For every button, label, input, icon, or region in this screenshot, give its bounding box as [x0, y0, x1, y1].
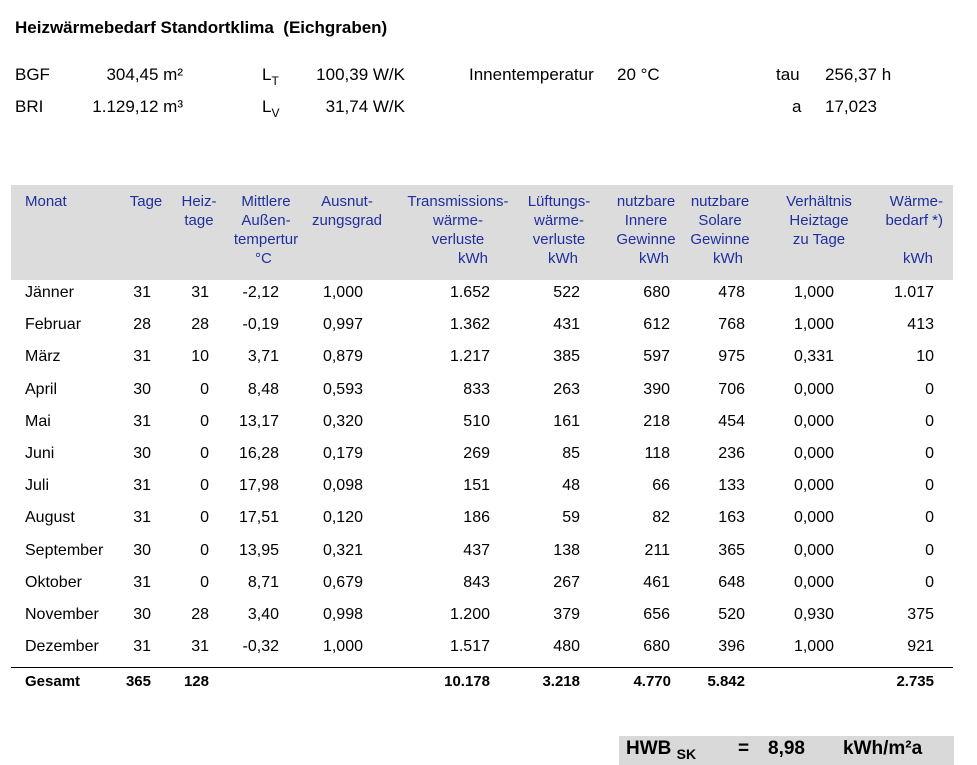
cell-heiztage: 10	[191, 348, 209, 366]
cell-solare-gewinne: 454	[718, 412, 745, 430]
cell-lueftung: 161	[553, 412, 580, 430]
cell-monat: Juli	[25, 477, 50, 495]
table-row	[11, 574, 953, 606]
cell-tage: 30	[133, 541, 151, 559]
cell-waermebedarf: 375	[907, 606, 934, 623]
total-lueftung: 3.218	[542, 673, 580, 690]
cell-aussentemperatur: 8,48	[247, 380, 279, 398]
innentemperatur-value: 20 °C	[617, 65, 660, 84]
cell-tage: 31	[133, 284, 151, 301]
total-tage: 365	[125, 673, 151, 690]
total-separator	[11, 667, 953, 668]
cell-lueftung: 263	[553, 380, 580, 398]
cell-aussentemperatur: 8,71	[247, 573, 279, 591]
cell-transmission: 1.652	[449, 284, 490, 301]
lv-label: $L_V$	[262, 97, 280, 120]
cell-waermebedarf: 0	[925, 541, 934, 559]
cell-heiztage: 0	[200, 509, 209, 527]
cell-solare-gewinne: 236	[718, 445, 745, 462]
cell-heiztage: 28	[191, 316, 209, 334]
a-value: 17,023	[825, 97, 877, 116]
cell-monat: November	[25, 606, 99, 623]
bgf-value: 304,45 m²	[106, 65, 183, 84]
header-waermebedarf: Wärme- bedarf *)	[885, 193, 943, 229]
cell-lueftung: 85	[562, 445, 580, 462]
cell-ausnutzungsgrad: 0,593	[322, 380, 363, 398]
cell-ausnutzungsgrad: 1,000	[322, 638, 363, 656]
cell-solare-gewinne: 768	[718, 316, 745, 334]
cell-lueftung: 379	[553, 606, 580, 623]
header-waermebedarf-unit: kWh	[903, 250, 933, 267]
table-row	[11, 477, 953, 509]
hwb-equals: =	[738, 738, 750, 759]
cell-ausnutzungsgrad: 0,679	[322, 573, 363, 591]
cell-solare-gewinne: 520	[718, 606, 745, 623]
cell-verhaeltnis: 0,000	[793, 541, 834, 559]
cell-verhaeltnis: 1,000	[793, 316, 834, 334]
cell-verhaeltnis: 0,000	[793, 509, 834, 527]
cell-ausnutzungsgrad: 0,120	[322, 509, 363, 527]
cell-transmission: 843	[463, 573, 490, 591]
cell-innere-gewinne: 680	[643, 638, 670, 656]
cell-verhaeltnis: 0,000	[793, 445, 834, 462]
cell-waermebedarf: 0	[925, 380, 934, 398]
cell-solare-gewinne: 706	[718, 380, 745, 398]
a-label: a	[792, 97, 802, 116]
header-transmissionswaermeverluste: Transmissions- wärme- verluste	[407, 193, 509, 248]
cell-heiztage: 0	[200, 477, 209, 495]
page-title: Heizwärmebedarf Standortklima (Eichgraben)	[15, 18, 388, 37]
cell-ausnutzungsgrad: 1,000	[322, 284, 363, 301]
cell-tage: 31	[133, 573, 151, 591]
header-monat: Monat	[25, 193, 67, 210]
cell-heiztage: 0	[200, 380, 209, 398]
cell-heiztage: 0	[200, 445, 209, 462]
header-solare-gewinne: nutzbare Solare Gewinne	[690, 193, 750, 248]
cell-innere-gewinne: 390	[643, 380, 670, 398]
cell-lueftung: 480	[553, 638, 580, 656]
cell-ausnutzungsgrad: 0,879	[322, 348, 363, 366]
cell-verhaeltnis: 0,331	[793, 348, 834, 366]
bri-value: 1.129,12 m³	[92, 97, 183, 116]
header-lueftungswaermeverluste: Lüftungs- wärme- verluste	[527, 193, 591, 248]
cell-waermebedarf: 0	[925, 573, 934, 591]
cell-innere-gewinne: 66	[652, 477, 670, 495]
table-row	[11, 606, 953, 638]
table-row	[11, 316, 953, 348]
cell-monat: September	[25, 541, 104, 559]
lt-label: $L_T$	[262, 65, 279, 88]
cell-waermebedarf: 10	[916, 348, 934, 366]
cell-innere-gewinne: 597	[643, 348, 670, 366]
cell-ausnutzungsgrad: 0,998	[322, 606, 363, 623]
cell-heiztage: 28	[191, 606, 209, 623]
cell-transmission: 186	[463, 509, 490, 527]
header-ausnutzungsgrad: Ausnut- zungsgrad	[311, 193, 383, 229]
table-row	[11, 348, 953, 380]
cell-heiztage: 31	[191, 638, 209, 656]
cell-heiztage: 0	[200, 573, 209, 591]
header-solare-unit: kWh	[713, 250, 743, 267]
cell-innere-gewinne: 461	[643, 573, 670, 591]
cell-heiztage: 0	[200, 541, 209, 559]
cell-aussentemperatur: 13,17	[238, 412, 279, 430]
cell-transmission: 269	[463, 445, 490, 462]
cell-tage: 30	[133, 380, 151, 398]
cell-verhaeltnis: 0,000	[793, 380, 834, 398]
cell-waermebedarf: 1.017	[893, 284, 934, 301]
total-waermebedarf: 2.735	[896, 673, 934, 690]
cell-aussentemperatur: -0,32	[242, 638, 279, 656]
cell-verhaeltnis: 1,000	[793, 284, 834, 301]
cell-waermebedarf: 0	[925, 412, 934, 430]
cell-aussentemperatur: -2,12	[242, 284, 279, 301]
cell-monat: Oktober	[25, 573, 82, 591]
header-innere-gewinne: nutzbare Innere Gewinne	[616, 193, 676, 248]
cell-tage: 28	[133, 316, 151, 334]
cell-tage: 30	[133, 606, 151, 623]
cell-solare-gewinne: 478	[718, 284, 745, 301]
cell-innere-gewinne: 612	[643, 316, 670, 334]
cell-monat: August	[25, 509, 75, 527]
table-row	[11, 542, 953, 574]
cell-tage: 31	[133, 477, 151, 495]
header-transmission-unit: kWh	[458, 250, 488, 267]
cell-heiztage: 0	[200, 412, 209, 430]
cell-innere-gewinne: 118	[644, 445, 670, 462]
total-transmission: 10.178	[444, 673, 490, 690]
cell-aussentemperatur: 16,28	[238, 445, 279, 462]
cell-waermebedarf: 0	[925, 477, 934, 495]
cell-solare-gewinne: 975	[718, 348, 745, 366]
total-heiztage: 128	[183, 673, 209, 690]
total-solare: 5.842	[707, 673, 745, 690]
cell-ausnutzungsgrad: 0,320	[322, 412, 363, 430]
table-row	[11, 413, 953, 445]
tau-label: tau	[776, 65, 800, 84]
cell-transmission: 437	[463, 541, 490, 559]
cell-innere-gewinne: 211	[644, 541, 670, 559]
cell-transmission: 833	[463, 380, 490, 398]
lv-value: 31,74 W/K	[325, 97, 405, 116]
cell-transmission: 510	[463, 412, 490, 430]
header-heiztage: Heiz- tage	[181, 193, 217, 229]
cell-ausnutzungsgrad: 0,098	[322, 477, 363, 495]
cell-heiztage: 31	[191, 284, 209, 301]
cell-transmission: 151	[463, 477, 490, 495]
cell-lueftung: 385	[553, 348, 580, 366]
cell-monat: Februar	[25, 316, 82, 334]
cell-verhaeltnis: 0,000	[793, 412, 834, 430]
hwb-label: HWB $_{SK}$	[626, 738, 697, 762]
lv-subscript: V	[271, 106, 280, 120]
cell-lueftung: 48	[562, 477, 580, 495]
header-mittlere-aussentemperatur: Mittlere Außen- tempertur	[233, 193, 299, 248]
cell-solare-gewinne: 133	[718, 477, 745, 495]
cell-tage: 30	[133, 445, 151, 462]
cell-waermebedarf: 413	[907, 316, 934, 334]
cell-solare-gewinne: 648	[718, 573, 745, 591]
cell-innere-gewinne: 218	[643, 412, 670, 430]
cell-tage: 31	[133, 348, 151, 366]
cell-transmission: 1.200	[449, 606, 490, 623]
cell-tage: 31	[133, 638, 151, 656]
cell-tage: 31	[133, 509, 151, 527]
cell-tage: 31	[133, 412, 151, 430]
table-row	[11, 381, 953, 413]
header-tage: Tage	[129, 193, 163, 210]
bgf-label: BGF	[15, 65, 50, 84]
hwb-unit: kWh/m²a	[843, 738, 923, 759]
cell-aussentemperatur: 3,40	[247, 606, 279, 623]
cell-innere-gewinne: 656	[643, 606, 670, 623]
cell-verhaeltnis: 1,000	[793, 638, 834, 656]
cell-monat: März	[25, 348, 61, 366]
header-innere-unit: kWh	[639, 250, 669, 267]
cell-solare-gewinne: 163	[718, 509, 745, 527]
cell-aussentemperatur: 3,71	[247, 348, 279, 366]
cell-solare-gewinne: 365	[718, 541, 745, 559]
total-label: Gesamt	[25, 673, 81, 690]
cell-innere-gewinne: 680	[643, 284, 670, 301]
table-row	[11, 284, 953, 316]
cell-monat: Jänner	[25, 284, 74, 301]
tau-value: 256,37 h	[825, 65, 892, 84]
cell-ausnutzungsgrad: 0,179	[322, 445, 363, 462]
cell-innere-gewinne: 82	[652, 509, 670, 527]
cell-ausnutzungsgrad: 0,997	[322, 316, 363, 334]
cell-verhaeltnis: 0,000	[793, 573, 834, 591]
cell-lueftung: 522	[553, 284, 580, 301]
cell-solare-gewinne: 396	[718, 638, 745, 656]
innentemperatur-label: Innentemperatur	[469, 65, 594, 84]
cell-transmission: 1.362	[449, 316, 490, 334]
cell-monat: April	[25, 380, 58, 398]
cell-ausnutzungsgrad: 0,321	[322, 541, 363, 559]
cell-lueftung: 431	[553, 316, 580, 334]
cell-aussentemperatur: -0,19	[242, 316, 279, 334]
cell-monat: Dezember	[25, 638, 99, 656]
table-row	[11, 509, 953, 541]
cell-waermebedarf: 921	[907, 638, 934, 656]
bri-label: BRI	[15, 97, 44, 116]
lt-value: 100,39 W/K	[316, 65, 405, 84]
cell-lueftung: 138	[553, 541, 580, 559]
cell-transmission: 1.217	[449, 348, 490, 366]
cell-waermebedarf: 0	[925, 445, 934, 462]
header-verhaeltnis: Verhältnis Heiztage zu Tage	[786, 193, 852, 248]
cell-monat: Juni	[25, 445, 55, 462]
cell-aussentemperatur: 17,51	[238, 509, 279, 527]
cell-transmission: 1.517	[449, 638, 490, 656]
cell-aussentemperatur: 17,98	[238, 477, 279, 495]
table-row	[11, 638, 953, 670]
hwb-value: 8,98	[768, 738, 805, 759]
table-row	[11, 445, 953, 477]
lt-subscript: T	[271, 74, 279, 88]
cell-lueftung: 267	[553, 573, 580, 591]
cell-verhaeltnis: 0,930	[793, 606, 834, 623]
total-innere: 4.770	[633, 673, 671, 690]
cell-waermebedarf: 0	[925, 509, 934, 527]
cell-monat: Mai	[25, 412, 51, 430]
header-mittlere-unit: °C	[255, 250, 272, 267]
cell-aussentemperatur: 13,95	[238, 541, 279, 559]
hwb-subscript: SK	[676, 746, 697, 762]
cell-lueftung: 59	[562, 509, 580, 527]
cell-verhaeltnis: 0,000	[793, 477, 834, 495]
header-lueftung-unit: kWh	[548, 250, 578, 267]
